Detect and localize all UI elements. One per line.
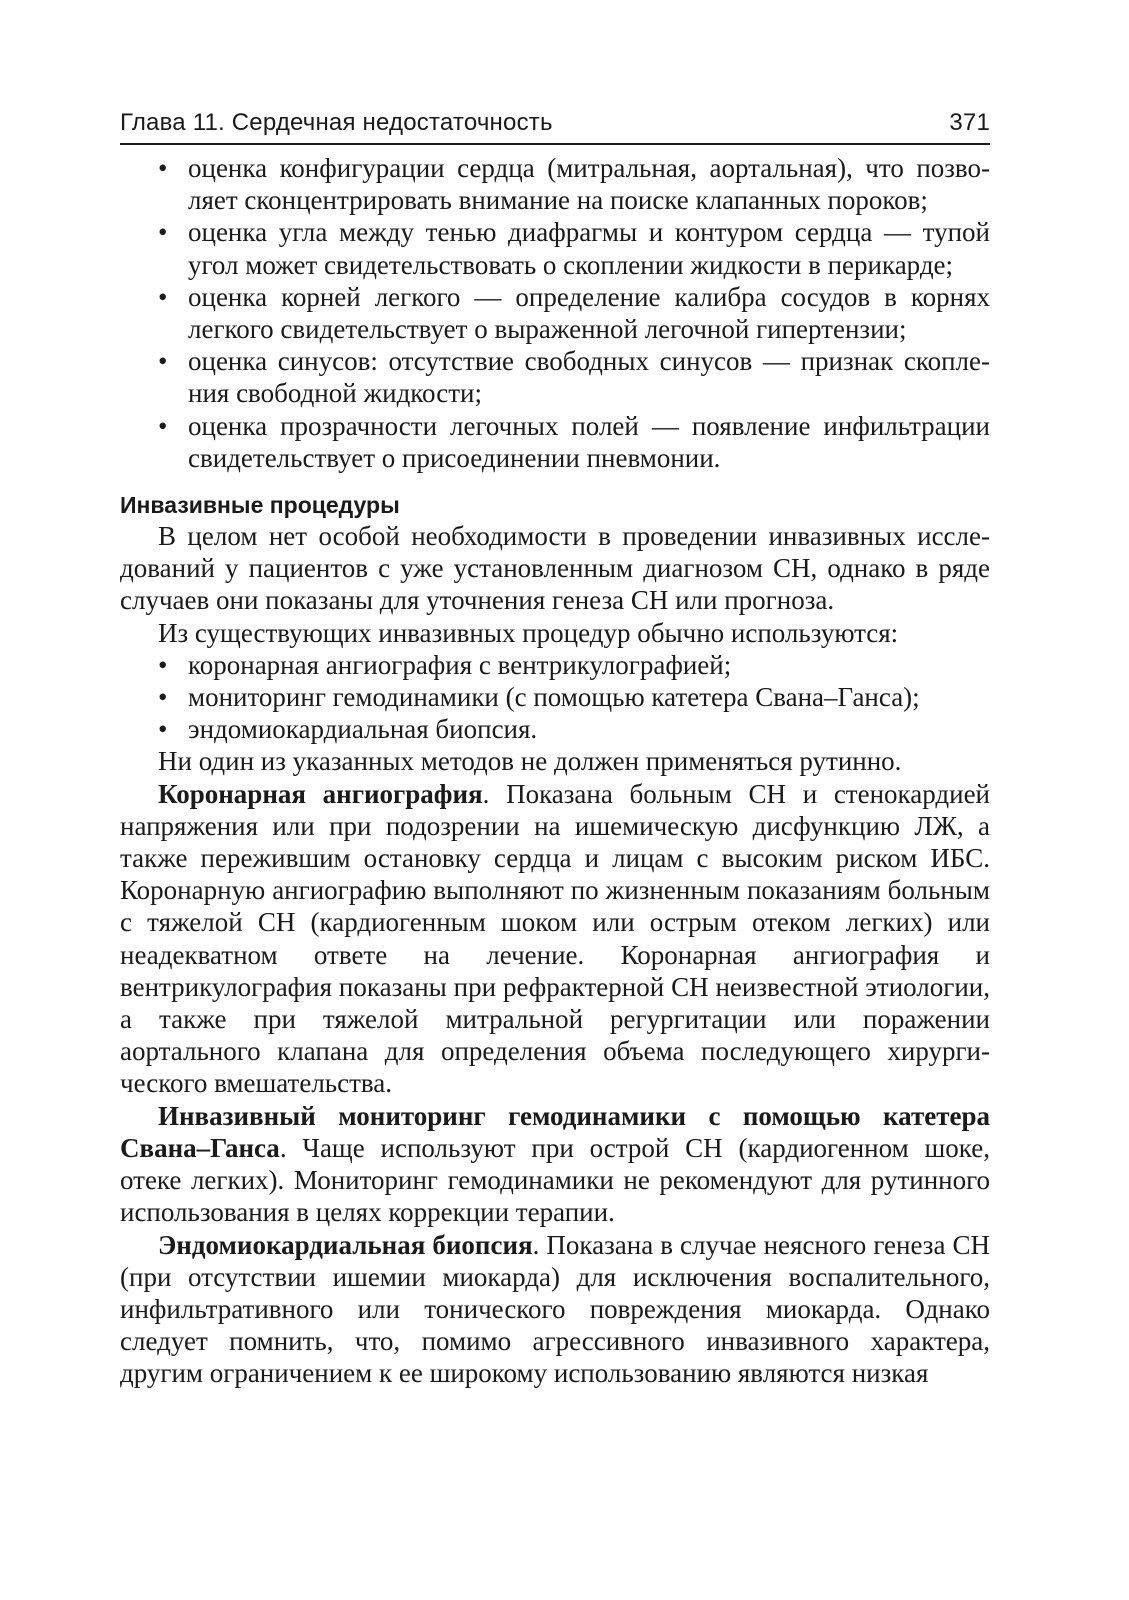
procedures-list	[120, 649, 990, 746]
bullet-icon: •	[158, 281, 168, 312]
term-endomyocardial-biopsy: Эндомиокардиальная биопсия	[158, 1229, 533, 1260]
list-item: • коронарная ангиография с вентрикулографией;	[158, 649, 732, 680]
bullet-icon: •	[158, 217, 168, 248]
list-item: • оценка прозрачности легочных полей — появление инфильтрации свидетельствует о присоединении пневмонии.	[158, 410, 990, 473]
bullet-icon: •	[158, 153, 168, 183]
note-paragraph: Ни один из указанных методов не должен применяться рутинно.	[158, 746, 902, 777]
bullet-icon: •	[158, 346, 168, 377]
intro-paragraph: В целом нет особой необходимости в проведении инвазивных исследований у пациентов с уже установленным диагнозом СН, однако в ряде случаев они показаны для уточнения генеза СН или прогноза.	[120, 521, 990, 616]
list-item: • оценка синусов: отсутствие свободных синусов — признак скопления свободной жидкости;	[158, 346, 990, 409]
bullet-icon: •	[158, 682, 168, 713]
section-heading: Инвазивные процедуры	[120, 492, 400, 519]
list-item: • оценка корней легкого — определение калибра сосудов в корнях легкого свидетельствует о выраженной легочной гипертензии;	[158, 281, 990, 345]
bullet-icon: •	[158, 410, 168, 441]
coronary-angiography-paragraph: Коронарная ангиография. Показана больным СН и стенокардией напряжения или при подозрении на ишемическую дисфункцию ЛЖ, а также пережившим остановку сердца и лицам с высоким риском ИБС. Коронарную ангиографию выполняют по жизненным показаниям больным с тяжелой СН (кардиогенным шоком или острым отеком легких) или неадекватном ответе на лечение. Коронарная ангиография и вентрикулография показаны при рефрактерной СН неизвестной этиологии, а также при тяжелой митральной регургитации или поражении аортального клапана для определения объема последующего хирургического вмешательства.	[120, 778, 991, 1099]
book-page	[120, 108, 990, 1390]
list-item: • мониторинг гемодинамики (с помощью катетера Свана–Ганса);	[158, 682, 920, 713]
biopsy-paragraph: Эндомиокардиальная биопсия. Показана в случае неясного генеза СН (при отсутствии ишемии миокарда) для исключения воспалительного, инфильтративного или тонического повреждения миокарда. Однако следует помнить, что, помимо агрессивного инвазивного характера, другим ограничением к ее широкому использованию являются низкая	[120, 1229, 990, 1389]
body-text	[120, 152, 990, 1390]
hemodynamic-monitoring-paragraph: Инвазивный мониторинг гемодинамики с помощью катетера Свана–Ганса. Чаще используют при острой СН (кардиогенном шоке, отеке легких). Мониторинг гемодинамики не рекомендуют для рутинного использования в целях коррекции терапии.	[120, 1100, 990, 1228]
term-hemodynamic-monitoring: Инвазивный мониторинг гемодинамики с помощью катетера Свана–Ганса	[120, 1100, 990, 1163]
list-item: • оценка угла между тенью диафрагмы и контуром сердца — тупой угол может свидетельствовать о скоплении жидкости в перикарде;	[158, 217, 990, 280]
page-number: 371	[949, 109, 990, 136]
xray-criteria-list	[120, 152, 990, 474]
list-item: • оценка конфигурации сердца (митральная, аортальная), что позволяет сконцентрировать внимание на поиске клапанных пороков;	[158, 153, 990, 216]
term-coronary-angiography: Коронарная ангиография	[158, 778, 483, 809]
chapter-title: Глава 11. Сердечная недостаточность	[120, 109, 553, 136]
lead-paragraph: Из существующих инвазивных процедур обычно используются:	[158, 617, 899, 648]
list-item: • эндомиокардиальная биопсия.	[158, 714, 538, 745]
bullet-icon: •	[158, 649, 168, 680]
bullet-icon: •	[158, 714, 168, 745]
running-header	[120, 108, 990, 145]
